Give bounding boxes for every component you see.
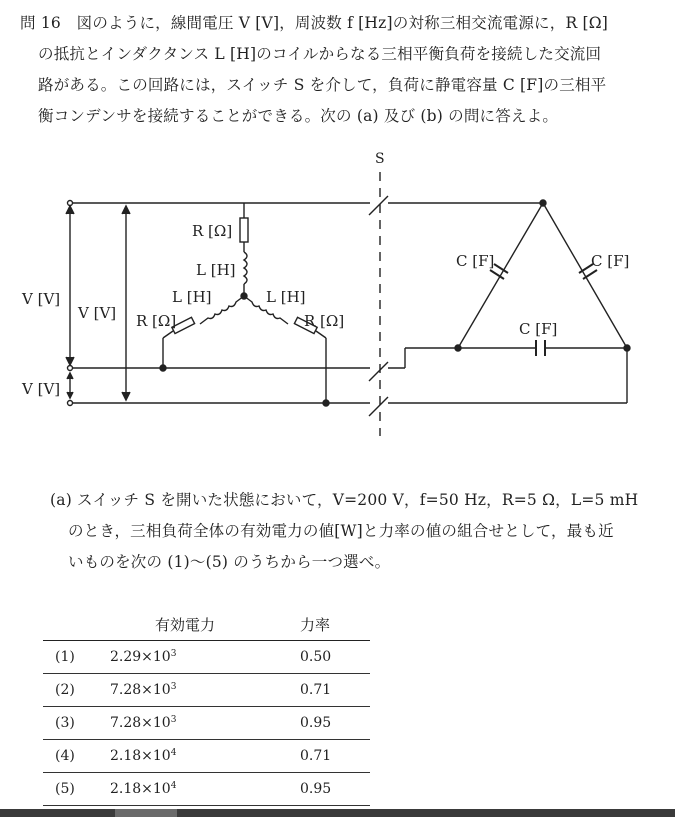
circuit-diagram — [0, 140, 675, 440]
label-inductor-right: L [H] — [266, 288, 306, 306]
label-resistor-right: R [Ω] — [304, 312, 345, 330]
table-row[interactable]: (1) $2.29\times 10^3$ 0.50 — [43, 641, 370, 674]
question-number: 問 16 — [20, 14, 61, 32]
table-row[interactable]: (5) $2.18\times 10^4$ 0.95 — [43, 773, 370, 806]
table-row[interactable]: (2) $7.28\times 10^3$ 0.71 — [43, 674, 370, 707]
question-line-2: の抵抗とインダクタンス L [H]のコイルからなる三相平衡負荷を接続した交流回 — [38, 45, 602, 63]
question-line-1: 問 16 図のように，線間電圧 V [V]，周波数 f [Hz]の対称三相交流電源に，R [Ω] — [20, 14, 609, 32]
header-power: 有効電力 — [155, 615, 216, 634]
viewer-scrollbar[interactable] — [0, 809, 675, 817]
label-inductor-left: L [H] — [172, 288, 212, 306]
question-intro — [20, 8, 660, 132]
label-voltage-mid: V [V] — [78, 304, 117, 322]
table-row[interactable]: (4) $2.18\times 10^4$ 0.71 — [43, 740, 370, 773]
table-header — [43, 608, 370, 641]
label-capacitor-left: C [F] — [456, 252, 495, 270]
inductor-top — [244, 252, 247, 284]
part-a-line-2: のとき，三相負荷全体の有効電力の値[W]と力率の値の組合せとして，最も近 — [68, 522, 614, 540]
label-voltage-left: V [V] — [22, 290, 61, 308]
label-voltage-bottom: V [V] — [22, 380, 61, 398]
part-a — [50, 485, 660, 578]
scrollbar-thumb[interactable] — [115, 809, 177, 817]
part-a-line-3: いものを次の (1)～(5) のうちから一つ選べ。 — [68, 553, 391, 571]
part-a-line-1: (a) スイッチ S を開いた状態において，V=200 V，f=50 Hz，R=5 Ω，L=5 mH — [50, 491, 639, 509]
resistor-top — [240, 218, 248, 242]
answer-table — [43, 608, 370, 806]
question-line-3: 路がある。この回路には，スイッチ S を介して，負荷に静電容量 C [F]の三相平 — [38, 76, 607, 94]
header-pf: 力率 — [300, 615, 331, 634]
table-row[interactable]: (3) $7.28\times 10^3$ 0.95 — [43, 707, 370, 740]
label-inductor-top: L [H] — [196, 261, 236, 279]
switch-label: S — [375, 151, 385, 167]
label-capacitor-bottom: C [F] — [519, 320, 558, 338]
label-resistor-top: R [Ω] — [192, 222, 233, 240]
question-line-4: 衡コンデンサを接続することができる。次の (a) 及び (b) の問に答えよ。 — [38, 107, 559, 125]
label-resistor-left: R [Ω] — [136, 312, 177, 330]
label-capacitor-right: C [F] — [591, 252, 630, 270]
